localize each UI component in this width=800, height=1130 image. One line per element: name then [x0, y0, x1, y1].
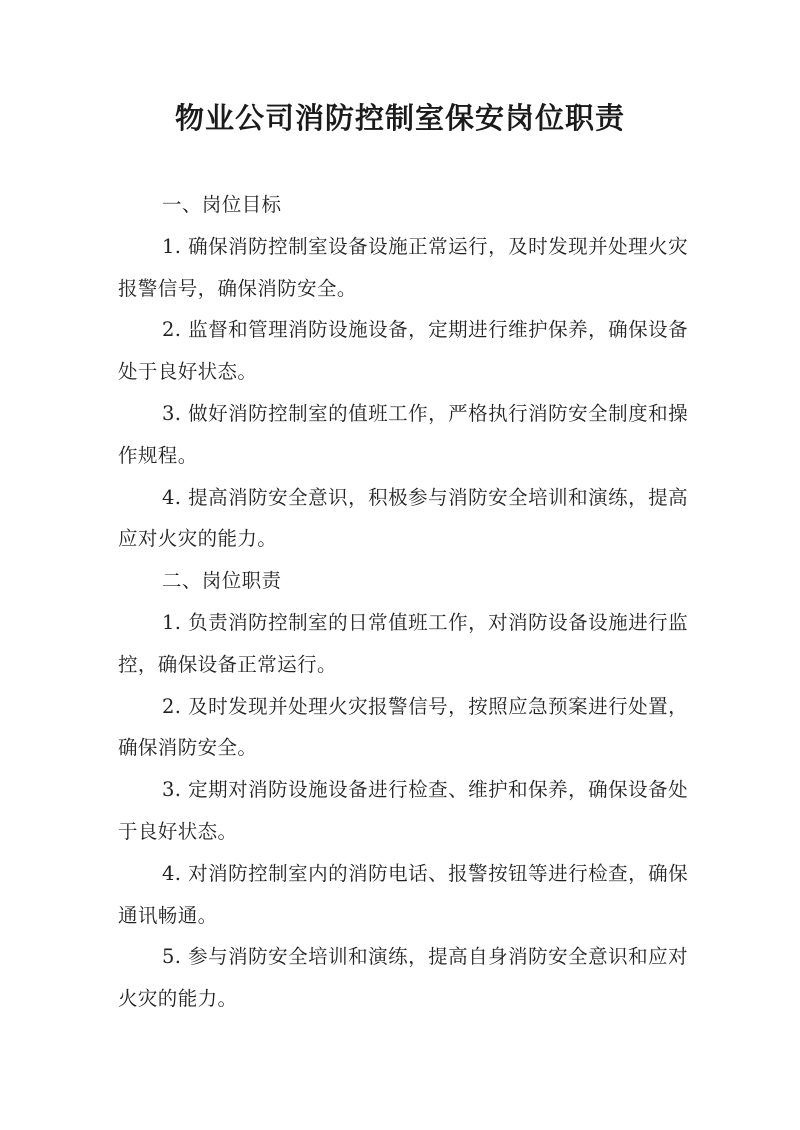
duty-item-1: 1. 负责消防控制室的日常值班工作，对消防设备设施进行监控，确保设备正常运行。 [118, 610, 688, 676]
document-title: 物业公司消防控制室保安岗位职责 [174, 101, 625, 135]
duty-item-2: 2. 及时发现并处理火灾报警信号，按照应急预案进行处置，确保消防安全。 [118, 694, 688, 760]
section-heading-duties: 二、岗位职责 [162, 569, 282, 593]
goal-item-3: 3. 做好消防控制室的值班工作，严格执行消防安全制度和操作规程。 [118, 401, 688, 467]
goal-item-2: 2. 监督和管理消防设施设备，定期进行维护保养，确保设备处于良好状态。 [118, 318, 688, 384]
document-body [118, 184, 688, 1020]
duty-item-5: 5. 参与消防安全培训和演练，提高自身消防安全意识和应对火灾的能力。 [118, 945, 688, 1011]
section-heading-goals: 一、岗位目标 [162, 193, 282, 216]
duty-item-3: 3. 定期对消防设施设备进行检查、维护和保养，确保设备处于良好状态。 [118, 778, 688, 843]
goal-item-1: 1. 确保消防控制室设备设施正常运行，及时发现并处理火灾报警信号，确保消防安全。 [118, 234, 688, 300]
duty-item-4: 4. 对消防控制室内的消防电话、报警按钮等进行检查，确保通讯畅通。 [118, 861, 688, 927]
goal-item-4: 4. 提高消防安全意识，积极参与消防安全培训和演练，提高应对火灾的能力。 [118, 485, 688, 551]
